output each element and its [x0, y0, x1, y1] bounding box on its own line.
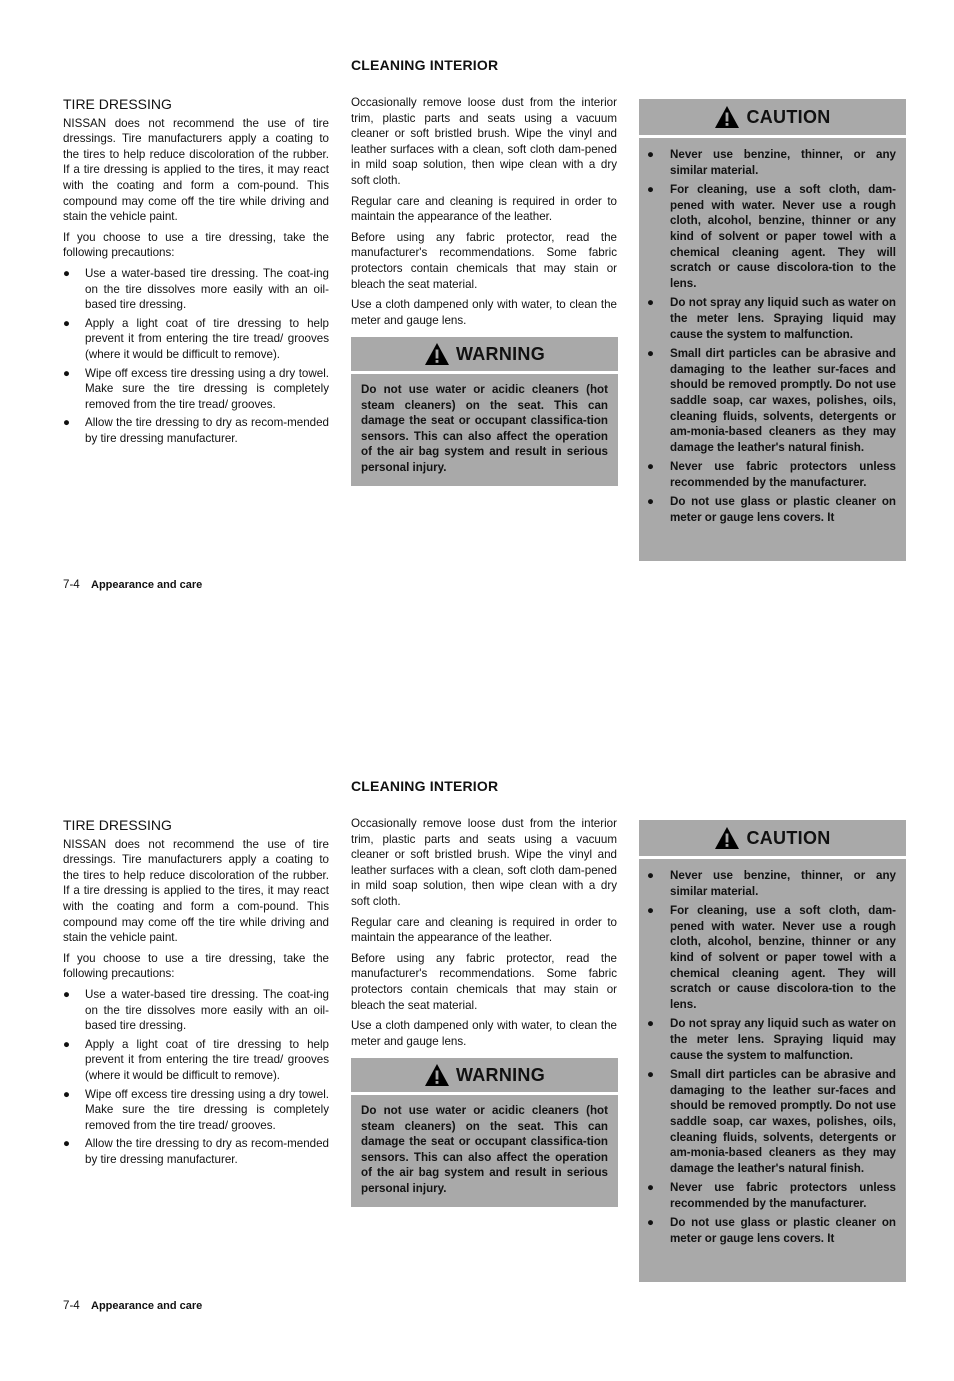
section-title: CLEANING INTERIOR: [351, 57, 499, 73]
tire-dressing-paragraph: If you choose to use a tire dressing, take the following precautions:: [63, 230, 329, 260]
tire-dressing-paragraph: NISSAN does not recommend the use of tire dressings. Tire manufacturers apply a coating to the tires to help reduce discoloration of the rubber. If a tire dressing is applied to the tires, it may react with the coating and form a com-pound. This compound may come off the tire while driving and stain the vehicle paint.: [63, 837, 329, 945]
bullet-icon: ●: [647, 1181, 655, 1195]
list-item-text: Use a water-based tire dressing. The coat-ing on the tire dissolves more easily with an oil-based tire dressing.: [85, 266, 329, 312]
interior-paragraph: Regular care and cleaning is required in order to maintain the appearance of the leather.: [351, 194, 617, 224]
list-item: [647, 1215, 896, 1246]
list-item-text: For cleaning, use a soft cloth, dam-pened with water. Never use a rough cloth, alcohol, benzine, thinner or any kind of solvent or paper towel with a chemical cleaning agent. They will scratch or cause discolora-tion to the lens.: [670, 904, 896, 1011]
section-title: CLEANING INTERIOR: [351, 778, 499, 794]
caution-box: [639, 820, 906, 1282]
bullet-icon: ●: [647, 460, 655, 474]
list-item: [63, 366, 329, 413]
list-item: [647, 1067, 896, 1176]
interior-paragraph: Use a cloth dampened only with water, to clean the meter and gauge lens.: [351, 298, 617, 327]
bullet-icon: ●: [63, 266, 71, 280]
warning-box: [351, 337, 618, 486]
caution-list: [647, 147, 896, 526]
bullet-icon: ●: [647, 1216, 655, 1230]
cleaning-interior-column: [351, 816, 617, 1054]
page-number: 7-4: [63, 578, 80, 591]
tire-dressing-heading: TIRE DRESSING: [63, 817, 172, 833]
bullet-icon: ●: [63, 416, 71, 430]
caution-header: [639, 99, 906, 138]
list-item-text: Never use fabric protectors unless recommended by the manufacturer.: [670, 1181, 896, 1210]
warning-header: [351, 337, 618, 374]
tire-dressing-paragraph: NISSAN does not recommend the use of tire dressings. Tire manufacturers apply a coating to the tires to help reduce discoloration of the rubber. If a tire dressing is applied to the tires, it may react with the coating and form a com-pound. This compound may come off the tire while driving and stain the vehicle paint.: [63, 116, 329, 224]
list-item: [647, 494, 896, 525]
list-item-text: Do not use glass or plastic cleaner on meter or gauge lens covers. It: [670, 495, 896, 525]
warning-triangle-icon: [424, 1063, 450, 1087]
bullet-icon: ●: [647, 148, 655, 161]
warning-title: WARNING: [455, 343, 546, 364]
list-item-text: Do not spray any liquid such as water on the meter lens. Spraying liquid may cause the system to malfunction.: [670, 1017, 896, 1062]
list-item-text: Use a water-based tire dressing. The coat-ing on the tire dissolves more easily with an oil-based tire dressing.: [85, 987, 329, 1033]
caution-box: [639, 99, 906, 561]
manual-page: [0, 0, 954, 660]
caution-list: [647, 868, 896, 1247]
bullet-icon: ●: [63, 316, 71, 330]
list-item: [647, 1180, 896, 1211]
list-item: [647, 903, 896, 1012]
list-item-text: Allow the tire dressing to dry as recom-mended by tire dressing manufacturer.: [85, 416, 329, 445]
list-item: [63, 1037, 329, 1084]
interior-paragraph: Before using any fabric protector, read the manufacturer's recommendations. Some fabric protectors contain chemicals that may stain or bleach the seat material.: [351, 230, 617, 291]
list-item: [647, 868, 896, 899]
interior-paragraph: Occasionally remove loose dust from the interior trim, plastic parts and seats using a vacuum cleaner or soft bristled brush. Wipe the vinyl and leather surfaces with a clean, soft cloth dam-pened in mild soap solution, then wipe clean with a dry soft cloth.: [351, 817, 617, 908]
tire-precautions-list: [63, 266, 329, 447]
interior-paragraph: Occasionally remove loose dust from the interior trim, plastic parts and seats using a vacuum cleaner or soft bristled brush. Wipe the vinyl and leather surfaces with a clean, soft cloth dam-pened in mild soap solution, then wipe clean with a dry soft cloth.: [351, 96, 617, 187]
tire-precautions-list: [63, 987, 329, 1168]
warning-text: Do not use water or acidic cleaners (hot steam cleaners) on the seat. This can damage the seat or occupant classifica-tion sensors. This can also affect the operation of the air bag system and result in serious personal injury.: [351, 374, 618, 486]
caution-body: [639, 138, 906, 561]
warning-triangle-icon: [424, 342, 450, 366]
interior-paragraph: Regular care and cleaning is required in order to maintain the appearance of the leather.: [351, 915, 617, 945]
warning-text: Do not use water or acidic cleaners (hot steam cleaners) on the seat. This can damage the seat or occupant classifica-tion sensors. This can also affect the operation of the air bag system and result in serious personal injury.: [351, 1095, 618, 1207]
manual-page: [0, 721, 954, 1381]
tire-dressing-paragraph: If you choose to use a tire dressing, take the following precautions:: [63, 951, 329, 981]
interior-paragraph: Before using any fabric protector, read the manufacturer's recommendations. Some fabric protectors contain chemicals that may stain or bleach the seat material.: [351, 951, 617, 1012]
list-item-text: Apply a light coat of tire dressing to help prevent it from entering the tire tread/ grooves (where it would be difficult to remove).: [85, 1037, 329, 1082]
bullet-icon: ●: [63, 1137, 71, 1151]
list-item-text: Never use fabric protectors unless recommended by the manufacturer.: [670, 460, 896, 489]
bullet-icon: ●: [63, 1037, 71, 1051]
warning-title: WARNING: [455, 1064, 546, 1085]
caution-title: CAUTION: [746, 827, 831, 848]
bullet-icon: ●: [63, 987, 71, 1001]
warning-box: [351, 1058, 618, 1207]
tire-dressing-heading: TIRE DRESSING: [63, 96, 172, 112]
warning-triangle-icon: [714, 826, 740, 850]
bullet-icon: ●: [647, 183, 655, 197]
bullet-icon: ●: [647, 904, 655, 918]
list-item: [63, 316, 329, 363]
warning-triangle-icon: [714, 105, 740, 129]
bullet-icon: ●: [63, 366, 71, 380]
list-item: [647, 346, 896, 455]
list-item-text: Never use benzine, thinner, or any similar material.: [670, 148, 896, 177]
list-item: [647, 182, 896, 291]
bullet-icon: ●: [63, 1087, 71, 1101]
page-footer: [63, 1299, 202, 1312]
tire-dressing-column: [63, 97, 329, 449]
list-item-text: Apply a light coat of tire dressing to help prevent it from entering the tire tread/ grooves (where it would be difficult to remove).: [85, 316, 329, 361]
footer-section-name: Appearance and care: [91, 579, 203, 591]
list-item-text: Do not spray any liquid such as water on the meter lens. Spraying liquid may cause the system to malfunction.: [670, 296, 896, 341]
list-item: [647, 147, 896, 178]
list-item-text: Never use benzine, thinner, or any similar material.: [670, 869, 896, 898]
interior-paragraphs: [351, 816, 617, 1049]
caution-header: [639, 820, 906, 859]
warning-header: [351, 1058, 618, 1095]
list-item: [63, 1087, 329, 1134]
list-item: [63, 987, 329, 1034]
list-item: [63, 1136, 329, 1167]
list-item-text: Wipe off excess tire dressing using a dry towel. Make sure the tire dressing is completely removed from the tire tread/ grooves.: [85, 366, 329, 411]
list-item-text: Wipe off excess tire dressing using a dry towel. Make sure the tire dressing is completely removed from the tire tread/ grooves.: [85, 1087, 329, 1132]
list-item: [647, 1016, 896, 1063]
interior-paragraphs: [351, 95, 617, 328]
list-item: [647, 459, 896, 490]
list-item-text: For cleaning, use a soft cloth, dam-pened with water. Never use a rough cloth, alcohol, benzine, thinner or any kind of solvent or paper towel with a chemical cleaning agent. They will scratch or cause discolora-tion to the lens.: [670, 183, 896, 290]
tire-dressing-column: [63, 818, 329, 1170]
bullet-icon: ●: [647, 1068, 655, 1082]
list-item-text: Do not use glass or plastic cleaner on meter or gauge lens covers. It: [670, 1216, 896, 1246]
page-footer: [63, 578, 202, 591]
list-item-text: Allow the tire dressing to dry as recom-mended by tire dressing manufacturer.: [85, 1137, 329, 1166]
list-item: [63, 266, 329, 313]
caution-body: [639, 859, 906, 1282]
bullet-icon: ●: [647, 495, 655, 509]
footer-section-name: Appearance and care: [91, 1300, 203, 1312]
list-item-text: Small dirt particles can be abrasive and damaging to the leather sur-faces and should be removed promptly. Do not use saddle soap, car waxes, polishes, oils, cleaning fluids, solvents, detergents or am-monia-based cleaners as they may damage the leather's natural finish.: [670, 1068, 896, 1175]
bullet-icon: ●: [647, 347, 655, 361]
list-item-text: Small dirt particles can be abrasive and damaging to the leather sur-faces and should be removed promptly. Do not use saddle soap, car waxes, polishes, oils, cleaning fluids, solvents, detergents or am-monia-based cleaners as they may damage the leather's natural finish.: [670, 347, 896, 454]
page-number: 7-4: [63, 1299, 80, 1312]
interior-paragraph: Use a cloth dampened only with water, to clean the meter and gauge lens.: [351, 1019, 617, 1048]
bullet-icon: ●: [647, 296, 655, 310]
cleaning-interior-column: [351, 95, 617, 333]
list-item: [63, 415, 329, 446]
caution-title: CAUTION: [746, 106, 831, 127]
bullet-icon: ●: [647, 1017, 655, 1031]
bullet-icon: ●: [647, 869, 655, 882]
list-item: [647, 295, 896, 342]
